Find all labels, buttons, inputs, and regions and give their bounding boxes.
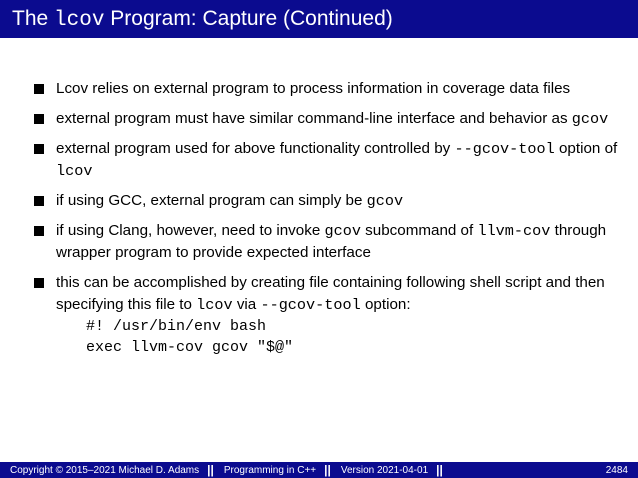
bullet-text: via [232,296,261,313]
bullet-text: external program used for above functionality controlled by [56,140,455,157]
code-line: exec llvm-cov gcov "$@" [86,339,294,356]
bullet-text: this can be accomplished by creating file containing following shell script and then specifying this file to [56,274,605,313]
bullet-item [34,220,624,264]
footer-version: Version 2021-04-01 [340,464,429,476]
footer-separator: || [324,463,331,477]
bullet-square-icon [34,84,44,94]
page-number: 2484 [605,464,628,476]
bullet-item [34,272,624,358]
footer-course: Programming in C++ [223,464,317,476]
bullet-square-icon [34,144,44,154]
bullet-text: external program must have similar command-line interface and behavior as [56,110,572,127]
title-suffix: Program: Capture (Continued) [104,6,393,30]
bullet-code: llvm-cov [477,222,551,240]
bullet-text: through wrapper program to provide expected interface [56,222,607,261]
bullet-text: if using GCC, external program can simply be [56,192,367,209]
bullet-code: gcov [324,222,361,240]
bullet-code: --gcov-tool [260,296,361,314]
title-bar [0,0,638,38]
bullet-item [34,108,624,130]
bullet-code: gcov [366,192,404,210]
footer-copyright: Copyright © 2015–2021 Michael D. Adams [10,464,200,476]
bullet-square-icon [34,114,44,124]
bullet-text: option of [554,140,618,157]
title-prefix: The [12,6,55,30]
bullet-code: gcov [571,110,609,128]
bullet-text: subcommand of [360,222,478,239]
bullet-text: if using Clang, however, need to invoke [56,222,325,239]
slide-title [12,7,393,32]
bullet-item [34,138,624,182]
bullet-item [34,190,624,212]
bullet-square-icon [34,196,44,206]
footer-separator: || [436,463,443,477]
code-line: #! /usr/bin/env bash [86,318,267,335]
bullet-text: option: [360,296,411,313]
bullet-square-icon [34,278,44,288]
footer-bar [0,462,638,478]
bullet-square-icon [34,226,44,236]
bullet-list [34,78,624,366]
bullet-item [34,78,624,100]
bullet-text: Lcov relies on external program to process information in coverage data files [56,80,571,97]
bullet-code: --gcov-tool [454,140,555,158]
bullet-code: lcov [196,296,233,314]
footer-separator: || [207,463,214,477]
title-code: lcov [54,8,105,32]
bullet-code: lcov [56,162,93,180]
